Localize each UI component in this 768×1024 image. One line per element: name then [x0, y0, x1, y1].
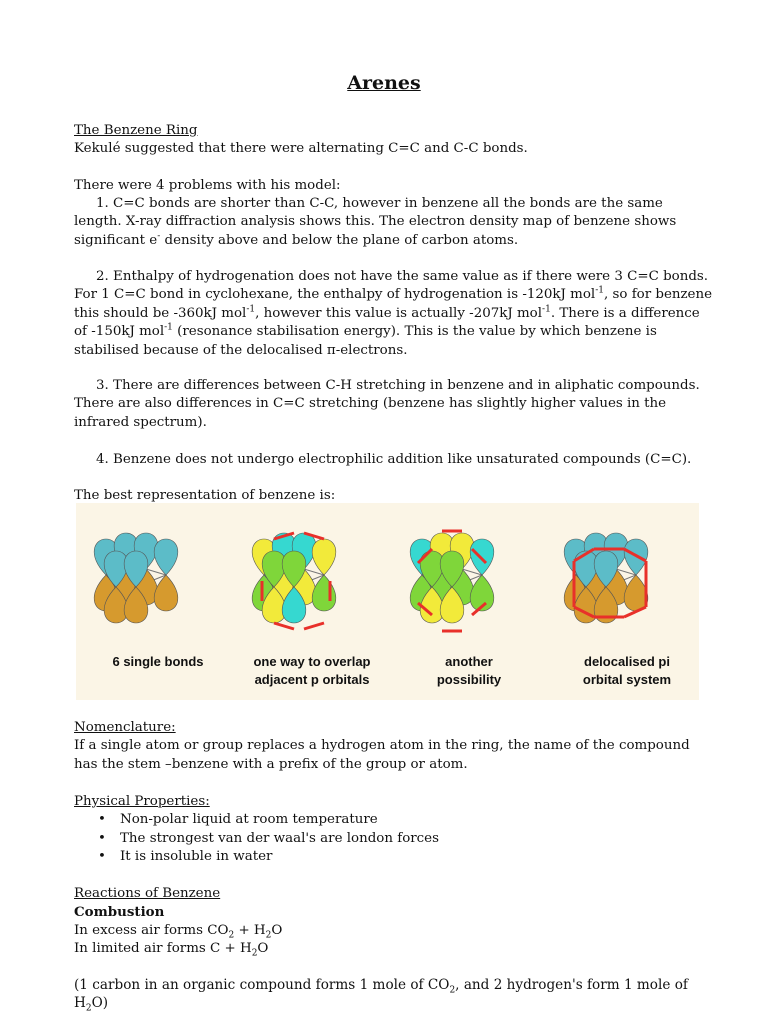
figure-caption-line-2: adjacent p orbitals	[254, 672, 370, 687]
limited-air-line	[74, 940, 714, 958]
nomenclature-heading: Nomenclature:	[74, 720, 176, 735]
figure-caption-line-1: one way to overlap	[253, 654, 371, 669]
benzene-orbital-figure	[76, 503, 699, 700]
excess-air-text: + H	[234, 922, 266, 938]
problem-4-number: 4.	[96, 452, 109, 467]
problem-1	[74, 195, 714, 250]
unit-superscript-4: -1	[164, 322, 173, 333]
combustion-heading: Combustion	[74, 904, 165, 921]
p-orbital-lobe	[154, 539, 178, 575]
physical-properties-list	[74, 811, 714, 866]
figure-caption-line-1: 6 single bonds	[112, 654, 204, 669]
figure-caption-line-1: another	[445, 654, 493, 669]
kekule-text: Kekulé suggested that there were alternating C=C and C-C bonds.	[74, 141, 528, 157]
problem-2	[74, 268, 714, 360]
nomenclature-section	[74, 719, 714, 774]
subscript: 2	[251, 948, 258, 959]
unit-superscript-2: -1	[246, 304, 256, 315]
problem-3-text: There are differences between C-H stretching in benzene and in aliphatic compounds. There are also differences in C=C stretching (benzene has slightly higher values in the infrared spectrum).	[74, 378, 700, 430]
list-item: • The strongest van der waal's are london forces	[74, 830, 714, 848]
best-representation-text: The best representation of benzene is:	[74, 488, 336, 503]
list-item: • It is insoluble in water	[74, 848, 714, 866]
benzene-ring-section	[74, 122, 714, 159]
electron-superscript: -	[157, 231, 161, 242]
reactions-heading: Reactions of Benzene	[74, 886, 221, 901]
note-text: O)	[91, 995, 109, 1012]
problem-2-text-d: . There is a difference of -150kJ mol	[74, 305, 700, 340]
figure-caption-line-2: orbital system	[582, 672, 672, 687]
pi-overlap-line	[274, 623, 294, 629]
nomenclature-text: If a single atom or group replaces a hydrogen atom in the ring, the name of the compound has the stem –benzene with a prefix of the group or atom.	[74, 738, 690, 772]
problems-intro: There were 4 problems with his model:	[74, 178, 341, 193]
figure-caption-line-1: delocalised pi	[584, 654, 670, 669]
problem-2-text-b: , so for benzene this should be -360kJ mol	[74, 287, 713, 321]
limited-air-text: In limited air forms C + H	[74, 941, 252, 957]
problem-3-number: 3.	[96, 378, 109, 393]
problem-3	[74, 377, 714, 432]
p-orbital-lobe	[312, 539, 336, 575]
p-orbital-lobe	[154, 575, 178, 611]
physical-properties-section	[74, 793, 714, 867]
excess-air-text: O	[271, 922, 283, 938]
benzene-ring-heading: The Benzene Ring	[74, 123, 198, 138]
problem-2-text-e: (resonance stabilisation energy). This is the value by which benzene is stabilised because of the delocalised π-electrons.	[74, 324, 657, 358]
physical-properties-heading: Physical Properties:	[74, 794, 210, 809]
p-orbital-lobe	[312, 575, 336, 611]
page-title: Arenes	[347, 72, 421, 94]
problem-2-text-a: Enthalpy of hydrogenation does not have the same value as if there were 3 C=C bonds. For 1 C=C bond in cyclohexane, the enthalpy of hydrogenation is -120kJ mol	[74, 269, 709, 303]
problem-1-number: 1.	[96, 196, 109, 211]
problem-2-number: 2.	[96, 269, 109, 284]
combustion-note	[74, 976, 714, 1013]
problem-1-end: density above and below the plane of carbon atoms.	[164, 232, 519, 248]
unit-superscript-3: -1	[542, 304, 551, 315]
p-orbital-lobe	[624, 575, 648, 611]
orbital-diagram	[76, 503, 699, 700]
excess-air-text: In excess air forms CO	[74, 922, 229, 938]
unit-superscript-1: -1	[595, 285, 604, 296]
excess-air-line	[74, 922, 714, 940]
subscript: 2	[85, 1004, 92, 1015]
note-text: , and 2 hydrogen's form 1 mole of H	[74, 977, 688, 1012]
figure-caption-line-2: possibility	[436, 672, 502, 687]
subscript: 2	[228, 930, 235, 941]
pi-overlap-line	[304, 623, 324, 629]
limited-air-text: O	[257, 941, 269, 957]
note-text: (1 carbon in an organic compound forms 1 mole of CO	[74, 977, 450, 993]
reactions-section	[74, 885, 714, 959]
problem-4-text: Benzene does not undergo electrophilic addition like unsaturated compounds (C=C).	[113, 452, 692, 467]
subscript: 2	[449, 985, 456, 996]
problem-2-text-c: , however this value is actually -207kJ mol	[255, 305, 543, 321]
list-item: • Non-polar liquid at room temperature	[74, 811, 714, 829]
problem-4	[74, 451, 714, 469]
subscript: 2	[265, 930, 272, 941]
problem-1-text: C=C bonds are shorter than C-C, however in benzene all the bonds are the same length. X-ray diffraction analysis shows this. The electron density map of benzene shows significant e	[74, 196, 677, 248]
